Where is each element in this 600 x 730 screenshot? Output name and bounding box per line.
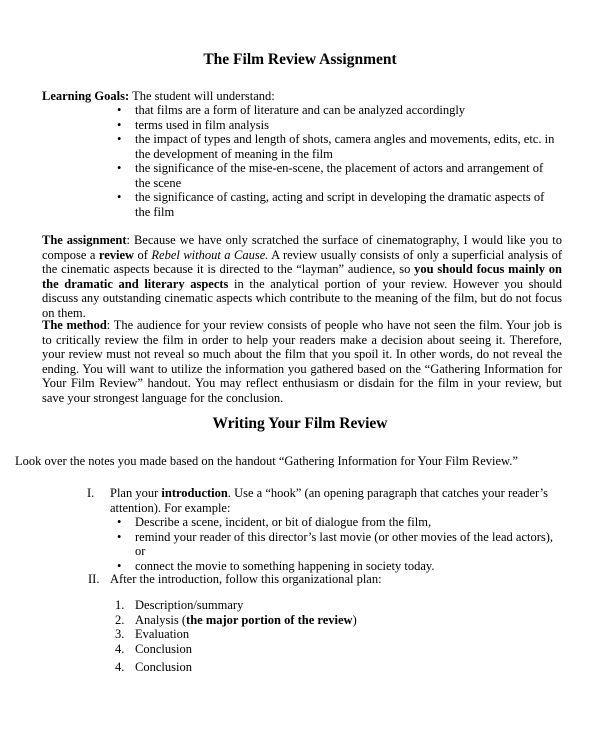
film-title: Rebel without a Cause. (151, 247, 269, 262)
list-number: 3. (115, 627, 125, 641)
plan-text: Description/summary (135, 598, 244, 612)
plan-text: Analysis ( (135, 612, 187, 627)
assignment-bold: review (98, 247, 135, 262)
example-text: remind your reader of this director’s last movie (or other movies of the lead actors), or (135, 529, 554, 558)
list-number: 4. (115, 641, 125, 656)
hook-examples-list (0, 515, 600, 573)
learning-goals-intro-text: The student will understand: (129, 89, 275, 103)
goal-text: the impact of types and length of shots, camera angles and movements, edits, etc. in the development of meaning in the film (135, 132, 555, 161)
list-item (0, 530, 565, 559)
list-item (0, 613, 600, 628)
bullet-icon: • (117, 529, 122, 544)
section-text: . Use a “hook” (an opening paragraph that catches your reader’s attention). For example: (110, 486, 548, 515)
list-number: 2. (115, 612, 125, 627)
assignment-label: The assignment (42, 233, 127, 247)
example-text: connect the movie to something happening in society today. (135, 558, 435, 573)
list-item (0, 161, 555, 190)
list-item (0, 660, 600, 675)
introduction-instructions (110, 486, 560, 515)
bullet-icon: • (117, 558, 122, 573)
goal-text: that films are a form of literature and can be analyzed accordingly (135, 103, 466, 117)
list-number: 4. (115, 660, 125, 674)
bullet-icon: • (117, 190, 122, 204)
plan-text: Evaluation (135, 627, 190, 641)
list-item (0, 190, 555, 219)
learning-goals-label: Learning Goals: (42, 89, 130, 103)
list-item (0, 103, 555, 118)
list-item (0, 515, 565, 530)
list-item (0, 118, 555, 133)
assignment-text: in the analytical portion of your review. However you should discuss any outstanding cinematic aspects which contribute to the meaning of the film, but do not focus on them. (42, 276, 563, 320)
learning-goals-list (0, 103, 600, 219)
section-bold: introduction (161, 486, 228, 500)
bullet-icon: • (117, 117, 122, 132)
bullet-icon: • (117, 103, 122, 117)
assignment-paragraph (42, 233, 562, 320)
goal-text: the significance of casting, acting and script in developing the dramatic aspects of the film (135, 190, 545, 219)
bullet-icon: • (117, 161, 122, 175)
goal-text: the significance of the mise-en-scene, the placement of actors and arrangement of the scene (135, 161, 544, 190)
bullet-icon: • (117, 515, 122, 529)
organizational-plan-intro: After the introduction, follow this organizational plan: (110, 572, 382, 586)
assignment-text: of (134, 247, 152, 262)
method-text: : The audience for your review consists of people who have not seen the film. Your job is to critically review the film in order to help your readers make a decision about seeing it. Therefore, your review must not reveal so much about the film that you spoil it. In other words, do not reveal the ending. You will want to utilize the information you gathered based on the “Gathering Information for Your Film Review” handout. You may reflect enthusiasm or disdain for the film in your review, but save your strongest language for the conclusion. (42, 318, 562, 405)
list-item (0, 598, 600, 613)
plan-text: Conclusion (135, 641, 192, 656)
example-text: Describe a scene, incident, or bit of dialogue from the film, (135, 515, 432, 529)
section-text: Plan your (110, 486, 162, 500)
list-item (0, 132, 555, 161)
organizational-plan-list (0, 598, 600, 675)
assignment-bold: you should focus mainly on the dramatic and literary aspects (42, 262, 562, 291)
list-item (0, 559, 565, 574)
method-label: The method (42, 318, 107, 332)
section-title: Writing Your Film Review (212, 415, 388, 432)
bullet-icon: • (117, 132, 122, 146)
plan-text: ) (352, 612, 357, 627)
section-numeral: I. (87, 486, 95, 500)
list-item (0, 627, 600, 642)
goal-text: terms used in film analysis (135, 117, 270, 132)
list-number: 1. (115, 598, 125, 612)
instructions-text: Look over the notes you made based on the handout “Gathering Information for Your Film Review.” (15, 454, 518, 468)
method-paragraph (42, 318, 562, 405)
assignment-text: A review usually consists of only a superficial analysis of the cinematic aspects because it is directed to the “layman” audience, so (42, 247, 562, 276)
learning-goals-intro (42, 89, 562, 104)
assignment-text: : Because we have only scratched the surface of cinematography, I would like you to compose a (42, 233, 562, 262)
page-title: The Film Review Assignment (203, 51, 397, 68)
plan-text: Conclusion (135, 660, 192, 674)
plan-bold: the major portion of the review (186, 612, 353, 627)
section-numeral: II. (88, 572, 100, 586)
list-item (0, 642, 600, 657)
